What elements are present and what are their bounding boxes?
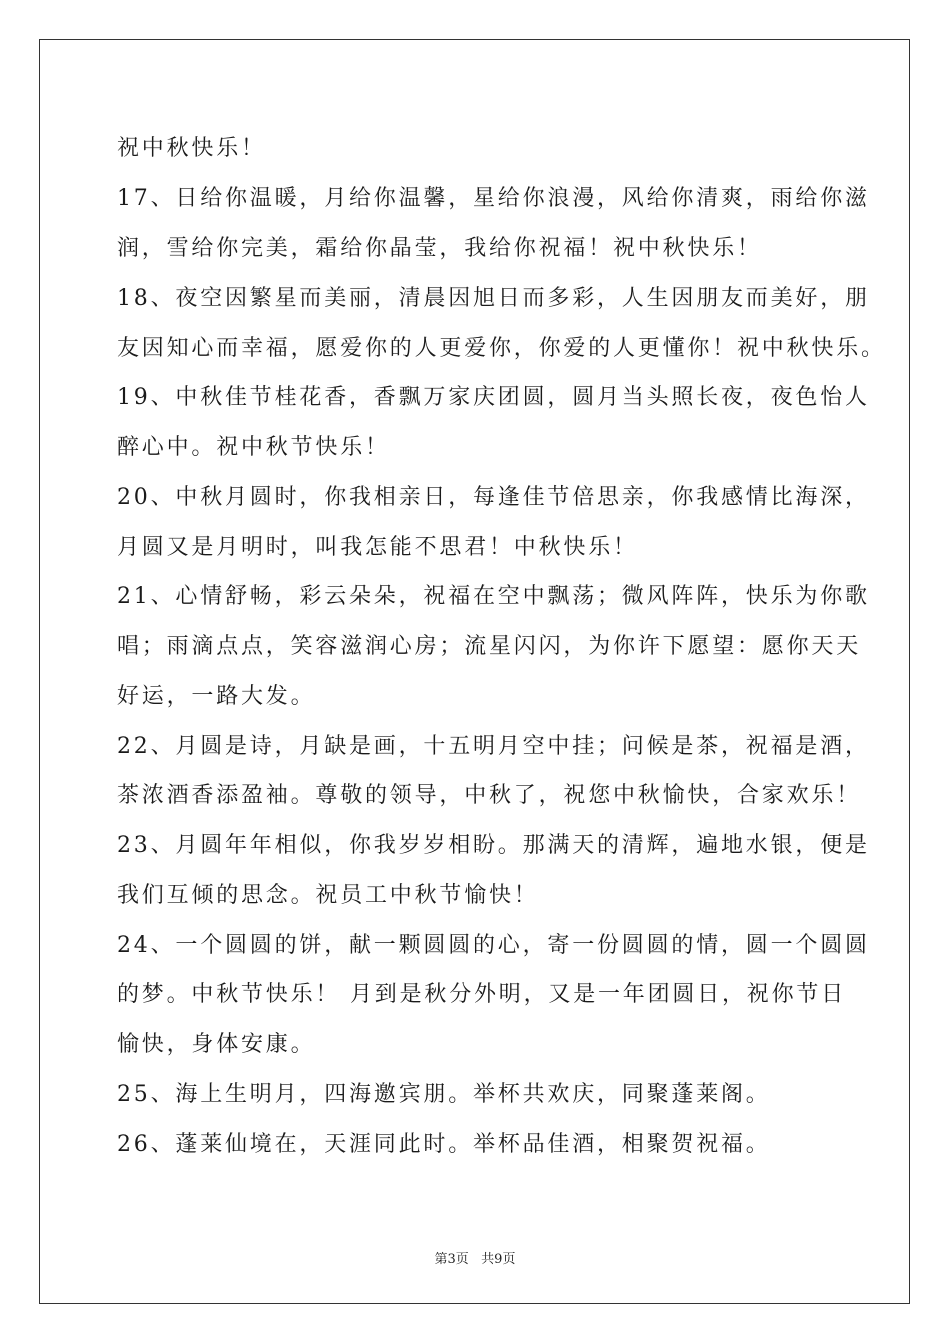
text-line: 茶浓酒香添盈袖。尊敬的领导，中秋了，祝您中秋愉快，合家欢乐！ — [117, 783, 862, 808]
text-line: 26、蓬莱仙境在，天涯同此时。举杯品佳酒，相聚贺祝福。 — [117, 1132, 771, 1157]
text-line: 醉心中。祝中秋节快乐！ — [117, 435, 390, 460]
text-line: 润，雪给你完美，霜给你晶莹，我给你祝福！祝中秋快乐！ — [117, 236, 762, 261]
text-line: 友因知心而幸福，愿爱你的人更爱你，你爱的人更懂你！祝中秋快乐。 — [117, 336, 886, 361]
text-line: 19、中秋佳节桂花香，香飘万家庆团圆，圆月当头照长夜，夜色怡人 — [117, 385, 870, 410]
text-line: 17、日给你温暖，月给你温馨，星给你浪漫，风给你清爽，雨给你滋 — [117, 186, 870, 211]
text-line: 好运，一路大发。 — [117, 684, 316, 709]
text-line: 25、海上生明月，四海邀宾朋。举杯共欢庆，同聚蓬莱阁。 — [117, 1082, 771, 1107]
text-line: 24、一个圆圆的饼，献一颗圆圆的心，寄一份圆圆的情，圆一个圆圆 — [117, 933, 870, 958]
text-line: 18、夜空因繁星而美丽，清晨因旭日而多彩，人生因朋友而美好，朋 — [117, 286, 870, 311]
text-line: 22、月圆是诗，月缺是画，十五明月空中挂；问候是茶，祝福是酒， — [117, 734, 870, 759]
text-line: 我们互倾的思念。祝员工中秋节愉快！ — [117, 883, 539, 908]
page-number-footer: 第3页 共9页 — [434, 1252, 516, 1267]
text-line: 祝中秋快乐！ — [117, 136, 266, 161]
text-line: 20、中秋月圆时，你我相亲日，每逢佳节倍思亲，你我感情比海深， — [117, 485, 870, 510]
text-line: 的梦。中秋节快乐！ 月到是秋分外明，又是一年团圆日，祝你节日 — [117, 982, 846, 1007]
text-line: 唱；雨滴点点，笑容滋润心房；流星闪闪，为你许下愿望：愿你天天 — [117, 634, 862, 659]
page-border — [39, 39, 910, 1304]
text-line: 21、心情舒畅，彩云朵朵，祝福在空中飘荡；微风阵阵，快乐为你歌 — [117, 584, 870, 609]
text-line: 愉快，身体安康。 — [117, 1032, 316, 1057]
text-line: 23、月圆年年相似，你我岁岁相盼。那满天的清辉，遍地水银，便是 — [117, 833, 870, 858]
text-line: 月圆又是月明时，叫我怎能不思君！中秋快乐！ — [117, 535, 638, 560]
